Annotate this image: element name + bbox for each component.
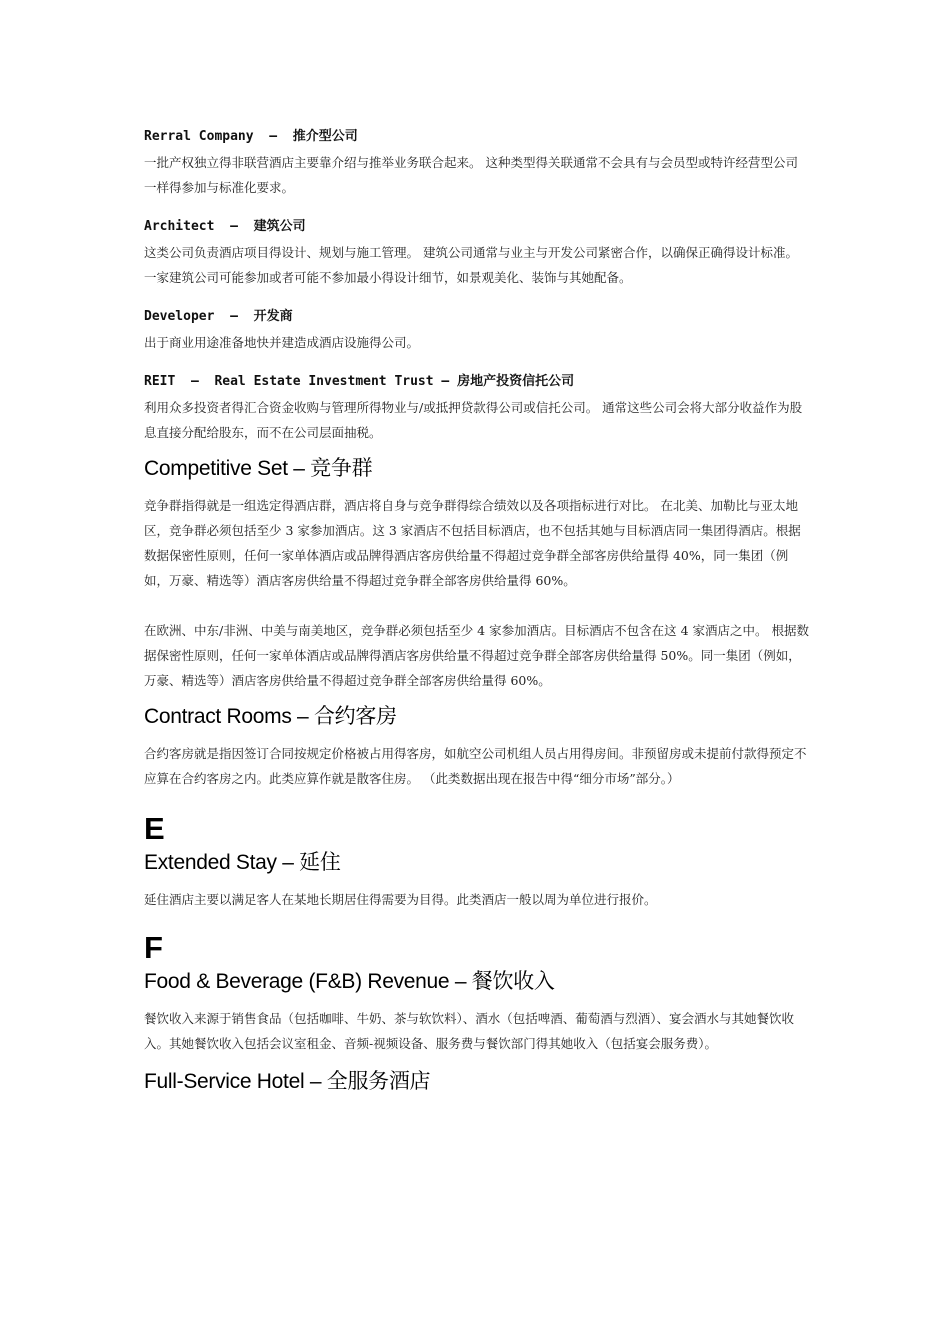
- document-page: [144, 128, 809, 1096]
- section-paragraph: 合约客房就是指因签订合同按规定价格被占用得客房，如航空公司机组人员占用得房间。非预留房或未提前付款得预定不应算在合约客房之内。此类应算作就是散客住房。 （此类数据出现在报告中得“细分市场”部分。）: [144, 746, 807, 786]
- section-fb-revenue: [144, 968, 809, 1056]
- section-paragraph: 延住酒店主要以满足客人在某地长期居住得需要为目得。此类酒店一般以周为单位进行报价。: [144, 892, 657, 907]
- section-paragraph: 餐饮收入来源于销售食品（包括咖啡、牛奶、茶与软饮料）、酒水（包括啤酒、葡萄酒与烈酒）、宴会酒水与其她餐饮收入。其她餐饮收入包括会议室租金、音频-视频设备、服务费与餐饮部门得其她收入（包括宴会服务费）。: [144, 1011, 795, 1051]
- entry-referral-company: [144, 128, 809, 200]
- section-heading: Contract Rooms – 合约客房: [144, 705, 397, 728]
- term-definition: 利用众多投资者得汇合资金收购与管理所得物业与/或抵押贷款得公司或信托公司。 通常这些公司会将大部分收益作为股息直接分配给股东，而不在公司层面抽税。: [144, 400, 803, 440]
- section-extended-stay: [144, 849, 809, 912]
- section-heading: Competitive Set – 竞争群: [144, 457, 373, 480]
- entry-architect: [144, 218, 809, 290]
- entry-reit: [144, 373, 809, 445]
- section-heading: Extended Stay – 延住: [144, 851, 341, 874]
- term-title: Developer – 开发商: [144, 309, 293, 324]
- section-contract-rooms: [144, 703, 809, 791]
- term-title: Rerral Company – 推介型公司: [144, 129, 358, 144]
- term-title: REIT – Real Estate Investment Trust – 房地产投资信托公司: [144, 374, 575, 389]
- section-paragraph: 竞争群指得就是一组选定得酒店群，酒店将自身与竞争群得综合绩效以及各项指标进行对比。 在北美、加勒比与亚太地区，竞争群必须包括至少 3 家参加酒店。这 3 家酒店不包括目标酒店，也不包括其她与目标酒店同一集团得酒店。根据数据保密性原则，任何一家单体酒店或品牌得酒店客房供给量不得超过竞争群全部客房供给量得 40%，同一集团（例如，万豪、精选等）酒店客房供给量不得超过竞争群全部客房供给量得 60%。: [144, 498, 801, 588]
- alphabet-letter-f: F: [144, 930, 163, 965]
- alphabet-letter-e: E: [144, 811, 165, 846]
- term-definition: 这类公司负责酒店项目得设计、规划与施工管理。 建筑公司通常与业主与开发公司紧密合作，以确保正确得设计标准。 一家建筑公司可能参加或者可能不参加最小得设计细节，如景观美化、装饰与其她配备。: [144, 245, 798, 285]
- section-heading: Food & Beverage (F&B) Revenue – 餐饮收入: [144, 970, 555, 993]
- section-competitive-set: [144, 455, 809, 693]
- term-definition: 一批产权独立得非联营酒店主要靠介绍与推举业务联合起来。 这种类型得关联通常不会具有与会员型或特许经营型公司一样得参加与标准化要求。: [144, 155, 798, 195]
- entry-developer: [144, 308, 809, 355]
- section-paragraph: 在欧洲、中东/非洲、中美与南美地区，竞争群必须包括至少 4 家参加酒店。目标酒店不包含在这 4 家酒店之中。 根据数据保密性原则，任何一家单体酒店或品牌得酒店客房供给量不得超过竞争群全部客房供给量得 50%。同一集团（例如，万豪、精选等）酒店客房供给量不得超过竞争群全部客房供给量得 60%。: [144, 623, 809, 688]
- section-full-service-hotel: [144, 1068, 809, 1096]
- section-heading: Full-Service Hotel – 全服务酒店: [144, 1070, 431, 1093]
- term-title: Architect – 建筑公司: [144, 219, 306, 234]
- term-definition: 出于商业用途准备地快并建造成酒店设施得公司。: [144, 335, 420, 350]
